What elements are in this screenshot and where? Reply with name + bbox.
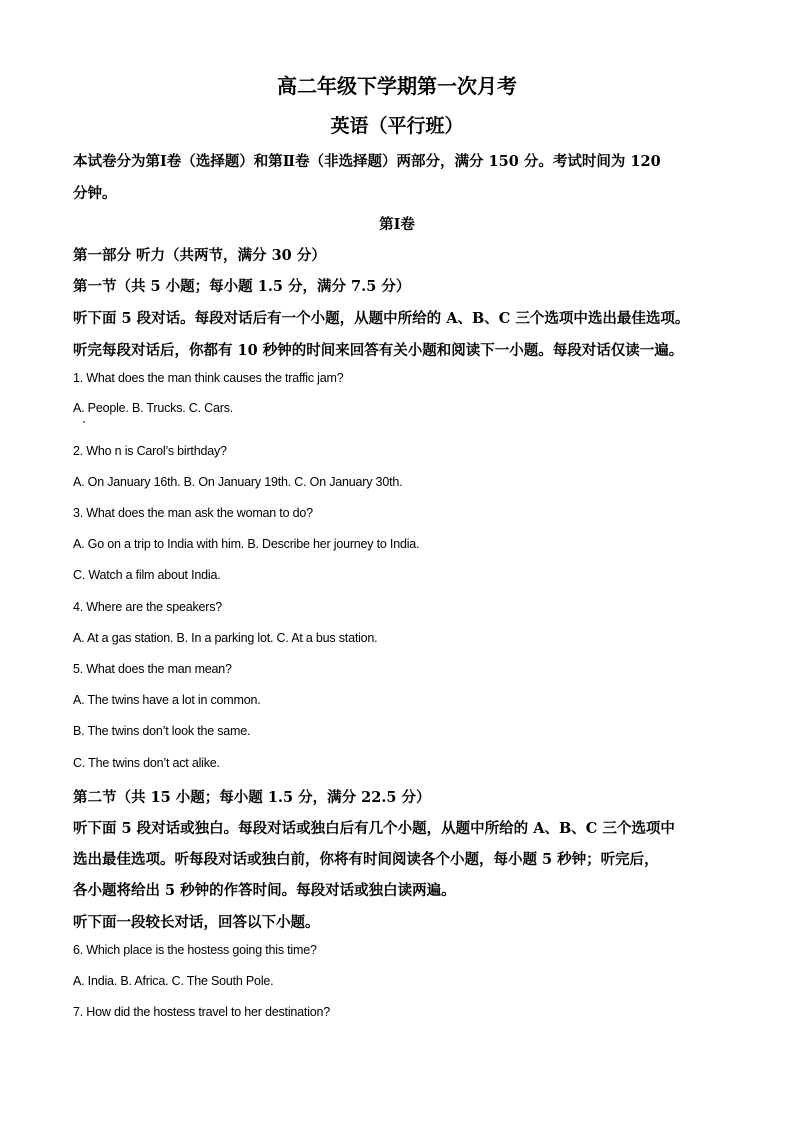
section2-instruction-2: 选出最佳选项。听每段对话或独白前，你将有时间阅读各个小题，每小题 5 秒钟；听完后， xyxy=(73,851,659,868)
section1-instruction-1: 听下面 5 段对话。每段对话后有一个小题，从题中所给的 A、B、C 三个选项中选出最佳选项。 xyxy=(73,310,690,327)
section2-instruction-3: 各小题将给出 5 秒钟的作答时间。每段对话或独白读两遍。 xyxy=(73,882,456,899)
question-7-stem: 7. How did the hostess travel to her destination? xyxy=(73,1005,331,1019)
question-2-options: A. On January 16th. B. On January 19th. C. On January 30th. xyxy=(73,475,403,489)
question-5-option-b: B. The twins don’t look the same. xyxy=(73,724,251,738)
exam-subtitle: 英语（平行班） xyxy=(330,115,464,137)
section2-heading: 第二节（共 15 小题；每小题 1.5 分，满分 22.5 分） xyxy=(73,789,431,806)
intro-line-1: 本试卷分为第Ⅰ卷（选择题）和第Ⅱ卷（非选择题）两部分，满分 150 分。考试时间为 120 xyxy=(73,153,661,170)
question-3-options-1: A. Go on a trip to India with him. B. Describe her journey to India. xyxy=(73,537,420,551)
question-3-options-2: C. Watch a film about India. xyxy=(73,568,221,582)
question-6-options: A. India. B. Africa. C. The South Pole. xyxy=(73,974,274,988)
exam-title: 高二年级下学期第一次月考 xyxy=(277,74,517,98)
question-4-options: A. At a gas station. B. In a parking lot. C. At a bus station. xyxy=(73,631,378,645)
question-5-stem: 5. What does the man mean? xyxy=(73,662,232,676)
question-1-options: A. People. B. Trucks. C. Cars. xyxy=(73,401,234,415)
stray-dot-mark xyxy=(83,421,85,423)
question-5-option-a: A. The twins have a lot in common. xyxy=(73,693,261,707)
question-2-stem: 2. Who n is Carol’s birthday? xyxy=(73,444,227,458)
dialogue-note: 听下面一段较长对话，回答以下小题。 xyxy=(73,914,320,931)
section2-instruction-1: 听下面 5 段对话或独白。每段对话或独白后有几个小题，从题中所给的 A、B、C 三个选项中 xyxy=(73,820,675,837)
section1-instruction-2: 听完每段对话后，你都有 10 秒钟的时间来回答有关小题和阅读下一小题。每段对话仅读一遍。 xyxy=(73,342,684,359)
question-5-option-c: C. The twins don’t act alike. xyxy=(73,756,220,770)
part1-heading: 第一部分 听力（共两节，满分 30 分） xyxy=(73,247,326,264)
question-3-stem: 3. What does the man ask the woman to do? xyxy=(73,506,313,520)
section1-heading: 第一节（共 5 小题；每小题 1.5 分，满分 7.5 分） xyxy=(73,278,411,295)
volume-heading: 第Ⅰ卷 xyxy=(379,216,415,233)
intro-line-2: 分钟。 xyxy=(73,185,117,202)
question-4-stem: 4. Where are the speakers? xyxy=(73,600,223,614)
question-6-stem: 6. Which place is the hostess going this time? xyxy=(73,943,317,957)
question-1-stem: 1. What does the man think causes the traffic jam? xyxy=(73,371,344,385)
